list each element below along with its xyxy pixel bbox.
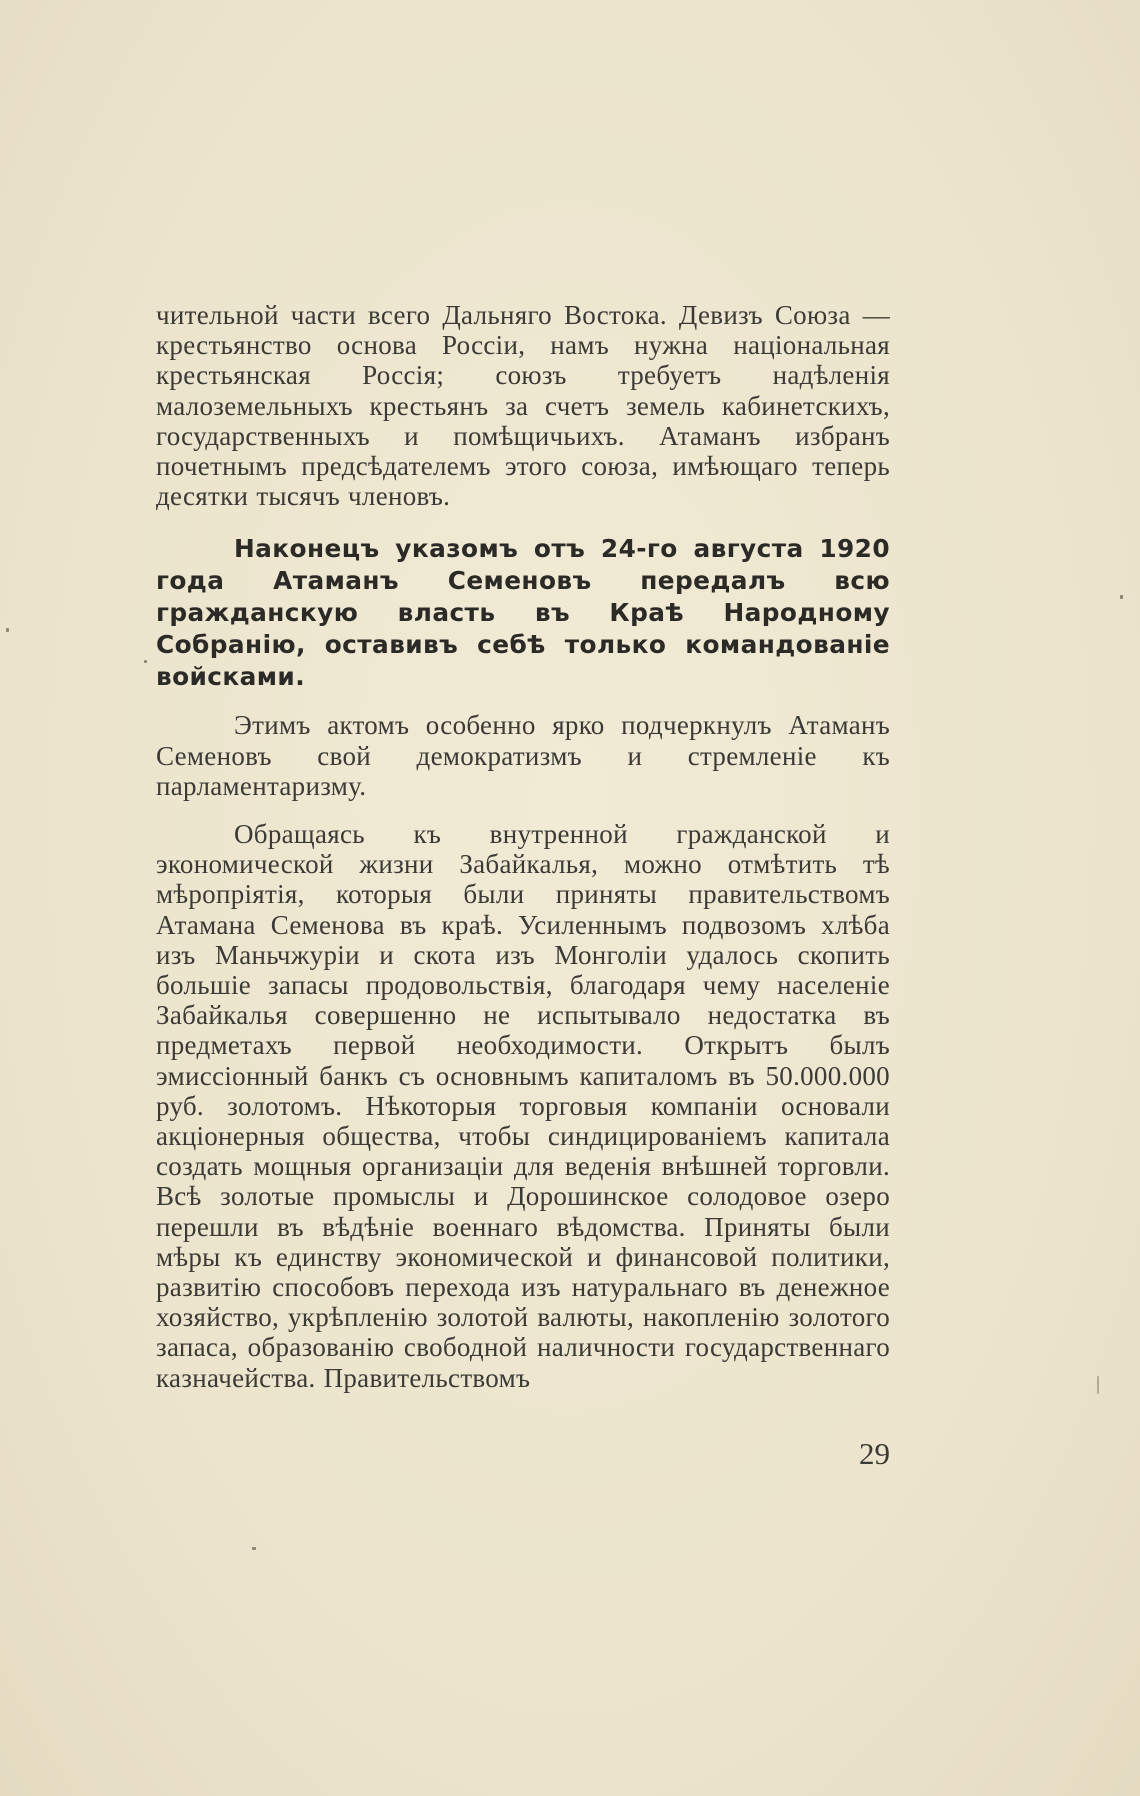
scan-speck: [144, 660, 147, 663]
paragraph-economy: Обращаясь къ внутренной гражданской и экономической жизни Забайкалья, можно отмѣтить тѣ мѣропріятія, которыя были приняты правительствомъ Атамана Семенова въ краѣ. Усиленнымъ подвозомъ хлѣба изъ Маньчжуріи и скота изъ Монголіи удалось скопить большіе запасы продовольствія, благодаря чему населеніе Забайкалья совершенно не испытывало недостатка въ предметахъ первой необходимости. Открытъ былъ эмиссіонный банкъ съ основнымъ капиталомъ въ 50.000.000 руб. золотомъ. Нѣкоторыя торговыя компаніи основали акціонерныя общества, чтобы синдицированіемъ капитала создать мощныя организаціи для веденія внѣшней торговли. Всѣ золотые промыслы и Дорошинское солодовое озеро перешли въ вѣдѣніе военнаго вѣдомства. Приняты были мѣры къ единству экономической и финансовой политики, развитію способовъ перехода изъ натуральнаго въ денежное хозяйство, укрѣпленію золотой валюты, накопленію золотого запаса, образованію свободной наличности государственнаго казначейства. Правительствомъ: [156, 819, 890, 1393]
scan-speck: [1120, 595, 1123, 599]
scan-speck: [252, 1547, 256, 1550]
paragraph-bold-decree: Наконецъ указомъ отъ 24-го августа 1920 года Атаманъ Семеновъ передалъ всю гражданскую власть въ Краѣ Народному Собранію, оставивъ себѣ только командованіе войсками.: [156, 534, 890, 691]
paragraph-democratism: Этимъ актомъ особенно ярко подчеркнулъ Атаманъ Семеновъ свой демократизмъ и стремленіе къ парламентаризму.: [156, 710, 890, 801]
scan-speck: [1097, 1376, 1099, 1394]
page-number: 29: [859, 1436, 890, 1471]
paragraph-continuation: чительной части всего Дальняго Востока. Девизъ Союза — крестьянство основа Россіи, намъ нужна національная крестьянская Россія; союзъ требуетъ надѣленія малоземельныхъ крестьянъ за счетъ земель кабинетскихъ, государственныхъ и помѣщичьихъ. Атаманъ избранъ почетнымъ предсѣдателемъ этого союза, имѣющаго теперь десятки тысячъ членовъ.: [156, 300, 890, 512]
scan-speck: [6, 628, 9, 632]
body-text: [156, 300, 890, 1393]
